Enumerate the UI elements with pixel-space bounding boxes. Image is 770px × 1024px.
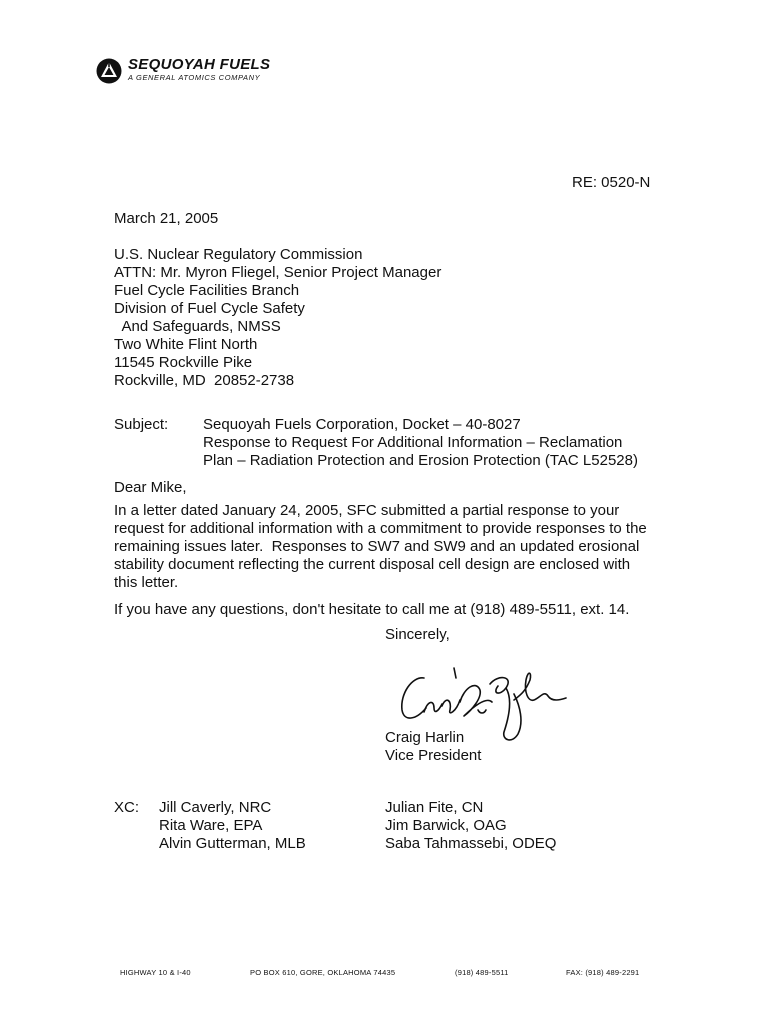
reference-number: RE: 0520-N (572, 174, 651, 191)
body-line: remaining issues later. Responses to SW7 and SW9 and an updated erosional (114, 538, 640, 555)
cc-recipient: Alvin Gutterman, MLB (159, 835, 306, 852)
signer-name: Craig Harlin (385, 729, 465, 746)
signer-title: Vice President (385, 747, 482, 764)
cc-recipient: Julian Fite, CN (385, 799, 484, 816)
footer-fax: FAX: (918) 489-2291 (566, 968, 640, 977)
sequoyah-fuels-logo-icon (96, 58, 122, 84)
body-line: stability document reflecting the current disposal cell design are enclosed with (114, 556, 631, 573)
address-line: Rockville, MD 20852-2738 (114, 372, 295, 389)
subject-line: Sequoyah Fuels Corporation, Docket – 40-8027 (203, 416, 521, 433)
footer-highway: HIGHWAY 10 & I-40 (120, 968, 191, 977)
body-line: this letter. (114, 574, 179, 591)
subject-line: Plan – Radiation Protection and Erosion Protection (TAC L52528) (203, 452, 638, 469)
company-name: SEQUOYAH FUELS (128, 56, 271, 73)
company-tagline: A GENERAL ATOMICS COMPANY (128, 73, 261, 82)
subject-line: Response to Request For Additional Information – Reclamation (203, 434, 623, 451)
address-line: Two White Flint North (114, 336, 258, 353)
cc-list-right (385, 799, 556, 853)
recipient-address (114, 246, 441, 390)
body-line: In a letter dated January 24, 2005, SFC submitted a partial response to your (114, 502, 620, 519)
subject-label: Subject: (114, 416, 169, 433)
cc-recipient: Rita Ware, EPA (159, 817, 263, 834)
footer-po-box: PO BOX 610, GORE, OKLAHOMA 74435 (250, 968, 396, 977)
address-line: Division of Fuel Cycle Safety (114, 300, 305, 317)
footer-phone: (918) 489-5511 (455, 968, 509, 977)
cc-label: XC: (114, 799, 140, 816)
address-line: 11545 Rockville Pike (114, 354, 253, 371)
cc-list-left (159, 799, 306, 853)
body-line: request for additional information with a commitment to provide responses to the (114, 520, 647, 537)
address-line: And Safeguards, NMSS (114, 318, 281, 335)
cc-recipient: Jim Barwick, OAG (385, 817, 507, 834)
address-line: Fuel Cycle Facilities Branch (114, 282, 300, 299)
closing-sincerely: Sincerely, (385, 626, 450, 643)
address-line: ATTN: Mr. Myron Fliegel, Senior Project Manager (114, 264, 442, 281)
cc-recipient: Jill Caverly, NRC (159, 799, 272, 816)
address-line: U.S. Nuclear Regulatory Commission (114, 246, 363, 263)
letter-date: March 21, 2005 (114, 210, 219, 227)
salutation: Dear Mike, (114, 479, 187, 496)
cc-recipient: Saba Tahmassebi, ODEQ (385, 835, 557, 852)
body-paragraph (114, 502, 647, 592)
subject-text (203, 416, 638, 470)
closing-paragraph: If you have any questions, don't hesitate to call me at (918) 489-5511, ext. 14. (114, 601, 630, 618)
